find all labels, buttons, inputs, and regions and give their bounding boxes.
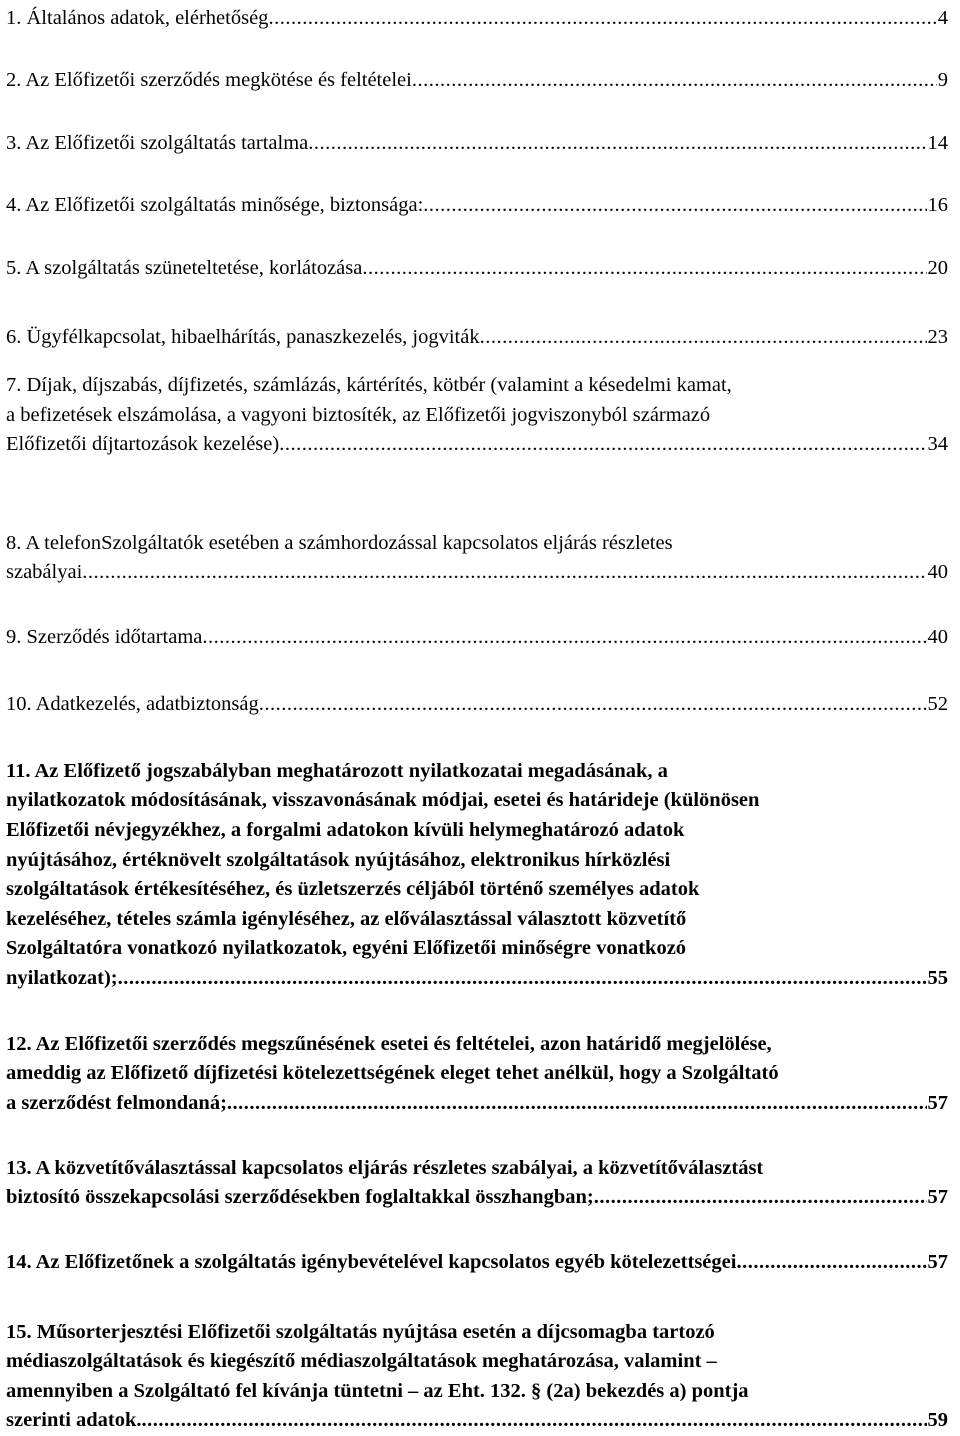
dot-leader — [259, 690, 927, 720]
toc-entry-7[interactable] — [6, 371, 948, 460]
dot-leader — [142, 1406, 927, 1436]
toc-entry-title-line: nyilatkozat); — [6, 966, 118, 989]
toc-entry-title-line: szolgáltatások értékesítéséhez, és üzletszerzés céljából történő személyes adatok — [6, 878, 700, 901]
toc-entry-title-line: 3. Az Előfizetői szolgáltatás tartalma — [6, 131, 309, 154]
dot-leader — [279, 430, 926, 460]
toc-entry-4[interactable] — [6, 191, 948, 221]
toc-entry-title-line: amennyiben a Szolgáltató fel kívánja tüntetni – az Eht. 132. § (2a) bekezdés a) pontja — [6, 1379, 749, 1402]
toc-entry-15[interactable] — [6, 1318, 948, 1436]
toc-entry-final-line — [6, 430, 948, 460]
toc-entry-final-line — [6, 558, 948, 588]
table-of-contents — [0, 4, 960, 1436]
toc-entry-title-line: szabályai — [6, 561, 83, 584]
toc-entry-11[interactable] — [6, 757, 948, 994]
dot-leader — [82, 558, 926, 588]
toc-entry-1[interactable] — [6, 4, 948, 34]
toc-page-number: 4 — [937, 7, 948, 29]
toc-entry-final-line — [6, 964, 948, 994]
toc-page-number: 20 — [927, 256, 948, 279]
toc-entry-title-line: nyilatkozatok módosításának, visszavonásának módjai, esetei és határideje (különösen — [6, 789, 760, 812]
toc-entry-title-line: 13. A közvetítőválasztással kapcsolatos eljárás részletes szabályai, a közvetítőválasztást — [6, 1156, 764, 1179]
toc-entry-title-line: 8. A telefonSzolgáltatók esetében a számhordozással kapcsolatos eljárás részletes — [6, 531, 673, 554]
toc-entry-title-line: szerinti adatok. — [6, 1409, 142, 1432]
toc-page-number: 55 — [927, 966, 948, 989]
toc-entry-title-line: ameddig az Előfizető díjfizetési kötelezettségének eleget tehet anélkül, hogy a Szolgáltató — [6, 1062, 779, 1085]
toc-page-number: 52 — [927, 692, 948, 715]
toc-entry-title-line: a szerződést felmondaná; — [6, 1091, 227, 1114]
toc-page-number: 23 — [927, 325, 948, 348]
toc-entry-final-line — [6, 1089, 948, 1119]
dot-leader — [412, 66, 937, 96]
dot-leader — [594, 1183, 927, 1213]
toc-entry-8[interactable] — [6, 529, 948, 588]
toc-entry-title-line: 14. Az Előfizetőnek a szolgáltatás igénybevételével kapcsolatos egyéb kötelezettségei — [6, 1250, 737, 1273]
toc-entry-final-line — [6, 4, 948, 34]
toc-entry-title-line: Szolgáltatóra vonatkozó nyilatkozatok, egyéni Előfizetői minőségre vonatkozó — [6, 937, 687, 960]
toc-page-number: 59 — [927, 1409, 948, 1432]
toc-page-number: 57 — [927, 1250, 948, 1273]
toc-entry-2[interactable] — [6, 66, 948, 96]
toc-entry-final-line — [6, 129, 948, 159]
toc-entry-final-line — [6, 1183, 948, 1213]
toc-entry-13[interactable] — [6, 1154, 948, 1213]
toc-entry-title-line: a befizetések elszámolása, a vagyoni biztosíték, az Előfizetői jogviszonyból származó — [6, 403, 711, 426]
toc-entry-9[interactable] — [6, 623, 948, 653]
toc-page-number: 9 — [937, 68, 948, 91]
toc-page-number: 34 — [927, 433, 948, 456]
dot-leader — [362, 254, 926, 284]
toc-entry-title-line: nyújtásához, értéknövelt szolgáltatások nyújtásához, elektronikus hírközlési — [6, 848, 671, 871]
toc-page-number: 40 — [927, 561, 948, 584]
toc-page-number: 40 — [927, 625, 948, 648]
toc-entry-title-line: 4. Az Előfizetői szolgáltatás minősége, biztonsága: — [6, 193, 424, 216]
dot-leader — [202, 623, 926, 653]
toc-page-number: 57 — [927, 1186, 948, 1209]
toc-entry-title-line: Előfizetői névjegyzékhez, a forgalmi adatokon kívüli helymeghatározó adatok — [6, 819, 685, 842]
toc-entry-final-line — [6, 254, 948, 284]
dot-leader — [118, 964, 927, 994]
toc-entry-title-line: biztosító összekapcsolási szerződésekben foglaltakkal összhangban; — [6, 1186, 594, 1209]
toc-entry-title-line: 11. Az Előfizető jogszabályban meghatározott nyilatkozatai megadásának, a — [6, 759, 668, 782]
toc-entry-final-line — [6, 623, 948, 653]
dot-leader — [736, 1248, 926, 1278]
toc-entry-title-line: 1. Általános adatok, elérhetőség — [6, 7, 269, 29]
toc-entry-14[interactable] — [6, 1248, 948, 1278]
dot-leader — [480, 323, 927, 353]
toc-entry-5[interactable] — [6, 254, 948, 284]
toc-entry-10[interactable] — [6, 690, 948, 720]
dot-leader — [308, 129, 926, 159]
toc-entry-title-line: 12. Az Előfizetői szerződés megszűnésének esetei és feltételei, azon határidő megjelölése, — [6, 1032, 772, 1055]
toc-entry-6[interactable] — [6, 323, 948, 353]
toc-entry-final-line — [6, 1248, 948, 1278]
toc-entry-12[interactable] — [6, 1030, 948, 1119]
toc-entry-title-line: 9. Szerződés időtartama — [6, 625, 203, 648]
toc-entry-title-line: 15. Műsorterjesztési Előfizetői szolgáltatás nyújtása esetén a díjcsomagba tartozó — [6, 1320, 715, 1343]
toc-entry-title-line: kezeléséhez, tételes számla igényléséhez, az előválasztással választott közvetítő — [6, 907, 687, 930]
toc-entry-final-line — [6, 191, 948, 221]
dot-leader — [268, 4, 936, 34]
toc-page-number: 16 — [927, 193, 948, 216]
toc-entry-title-line: Előfizetői díjtartozások kezelése) — [6, 433, 280, 456]
toc-entry-title-line: médiaszolgáltatások és kiegészítő médiaszolgáltatások meghatározása, valamint – — [6, 1350, 717, 1373]
toc-entry-final-line — [6, 66, 948, 96]
toc-entry-title-line: 10. Adatkezelés, adatbiztonság — [6, 692, 259, 715]
toc-page-number: 14 — [927, 131, 948, 154]
toc-entry-title-line: 2. Az Előfizetői szerződés megkötése és feltételei — [6, 68, 412, 91]
toc-entry-final-line — [6, 690, 948, 720]
toc-page-number: 57 — [927, 1091, 948, 1114]
dot-leader — [227, 1089, 927, 1119]
dot-leader — [423, 191, 926, 221]
toc-entry-final-line — [6, 1406, 948, 1436]
toc-entry-final-line — [6, 323, 948, 353]
toc-entry-title-line: 6. Ügyfélkapcsolat, hibaelhárítás, panaszkezelés, jogviták — [6, 325, 480, 348]
toc-entry-3[interactable] — [6, 129, 948, 159]
toc-entry-title-line: 7. Díjak, díjszabás, díjfizetés, számlázás, kártérítés, kötbér (valamint a késedelmi kamat, — [6, 373, 732, 396]
toc-entry-title-line: 5. A szolgáltatás szüneteltetése, korlátozása — [6, 256, 363, 279]
